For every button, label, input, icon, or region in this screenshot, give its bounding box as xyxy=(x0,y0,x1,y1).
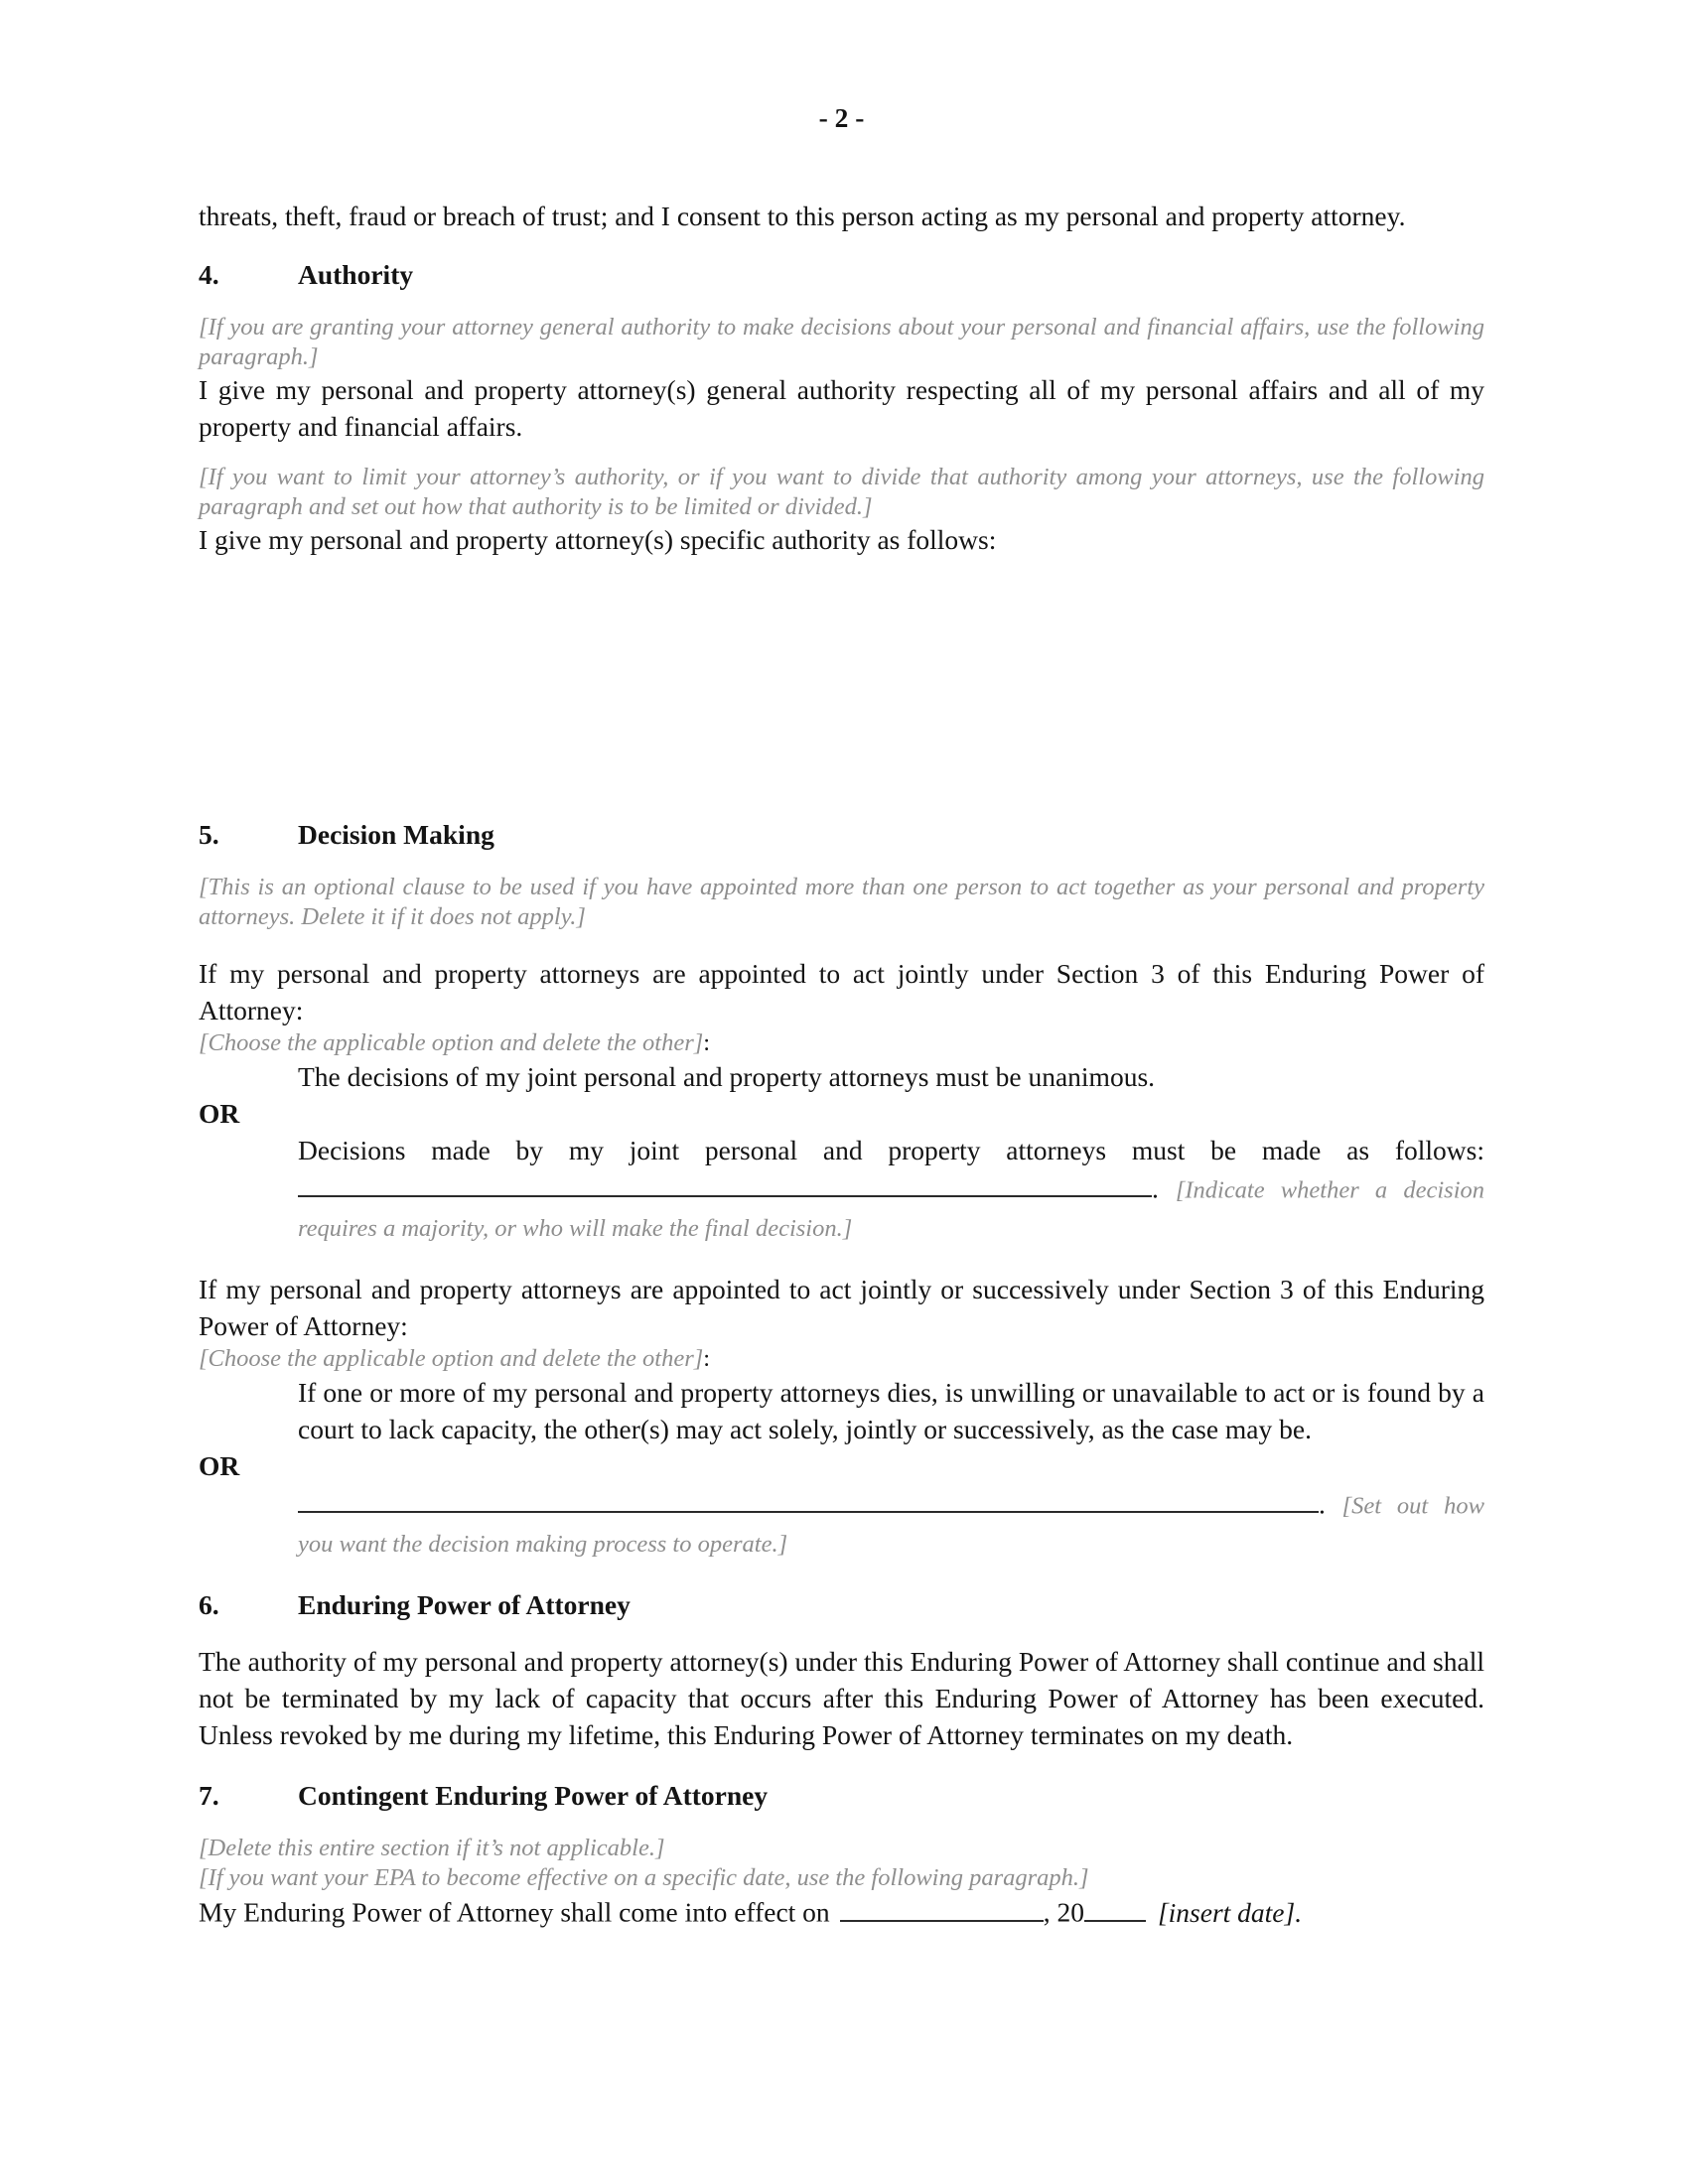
drafting-note: [Delete this entire section if it’s not applicable.] xyxy=(199,1835,665,1861)
option-decision-process: . [Set out how you want the decision making process to operate.] xyxy=(298,1484,1484,1564)
section-number: 6. xyxy=(199,1589,219,1620)
section-title: Decision Making xyxy=(298,819,494,850)
section-number: 7. xyxy=(199,1780,219,1811)
fill-in-line xyxy=(298,1168,1152,1198)
specific-authority-paragraph: I give my personal and property attorney(s) specific authority as follows: xyxy=(199,524,997,555)
or-label: OR xyxy=(199,1097,240,1129)
fill-in-date-line xyxy=(840,1892,1044,1922)
drafting-note: [If you are granting your attorney general authority to make decisions about your personal and financial affairs, use the following paragraph.] xyxy=(199,314,1484,370)
section-title: Authority xyxy=(298,259,414,290)
option-unanimous: The decisions of my joint personal and property attorneys must be unanimous. xyxy=(298,1060,1156,1092)
general-authority-paragraph: I give my personal and property attorney(s) general authority respecting all of my personal affairs and all of my property and financial affairs. xyxy=(199,374,1484,442)
choose-option-note: [Choose the applicable option and delete the other]: xyxy=(199,1345,711,1372)
choose-option-note: [Choose the applicable option and delete the other]: xyxy=(199,1029,711,1056)
blank-writing-space xyxy=(199,558,1484,794)
drafting-note: [If you want your EPA to become effective on a specific date, use the following paragraph.] xyxy=(199,1863,1089,1891)
option-act-solely: If one or more of my personal and property attorneys dies, is unwilling or unavailable to act or is found by a court to lack capacity, the other(s) may act solely, jointly or successively, as the case may be. xyxy=(298,1376,1484,1444)
section-heading-contingent-poa xyxy=(199,1777,1484,1814)
page-number: - 2 - xyxy=(818,102,865,133)
section-number: 5. xyxy=(199,819,219,850)
jointly-intro-paragraph: If my personal and property attorneys are appointed to act jointly under Section 3 of this Enduring Power of Attorney: xyxy=(199,958,1484,1025)
drafting-note: [If you want to limit your attorney’s authority, or if you want to divide that authority among your attorneys, use the following paragraph and set out how that authority is to be limited or divided.] xyxy=(199,464,1484,520)
note-colon: : xyxy=(703,1345,711,1372)
fill-in-year-line xyxy=(1084,1892,1146,1922)
drafting-note-inline: [Indicate whether a decision requires a majority, or who will make the final decision.] xyxy=(298,1176,1484,1242)
section-heading-enduring-poa xyxy=(199,1586,1484,1623)
fill-in-line xyxy=(298,1484,1319,1514)
section-number: 4. xyxy=(199,259,219,290)
intro-paragraph: threats, theft, fraud or breach of trust; and I consent to this person acting as my personal and property attorney. xyxy=(199,201,1406,231)
option-decisions-as-follows: Decisions made by my joint personal and property attorneys must be made as follows: . [Indicate whether a decision requires a majority, or who will make the final decision.] xyxy=(298,1134,1484,1242)
enduring-poa-paragraph: The authority of my personal and property attorney(s) under this Enduring Power of Attorney shall continue and shall not be terminated by my lack of capacity that occurs after this Enduring Power of Attorney has been executed. Unless revoked by me during my lifetime, this Enduring Power of Attorney terminates on my death. xyxy=(199,1646,1484,1750)
section-title: Contingent Enduring Power of Attorney xyxy=(298,1780,769,1811)
section-heading-authority xyxy=(199,256,1484,293)
drafting-note-inline: [Set out how you want the decision making process to operate.] xyxy=(298,1492,1484,1558)
section-title: Enduring Power of Attorney xyxy=(298,1589,631,1620)
note-colon: : xyxy=(703,1029,711,1056)
effective-date-paragraph: My Enduring Power of Attorney shall come into effect on , 20 [insert date]. xyxy=(199,1892,1484,1931)
or-label: OR xyxy=(199,1449,240,1481)
insert-date-note: [insert date]. xyxy=(1157,1896,1303,1928)
section-heading-decision-making xyxy=(199,816,1484,853)
successively-intro-paragraph: If my personal and property attorneys are appointed to act jointly or successively under Section 3 of this Enduring Power of Attorney: xyxy=(199,1274,1484,1341)
drafting-note: [This is an optional clause to be used if you have appointed more than one person to act together as your personal and property attorneys. Delete it if it does not apply.] xyxy=(199,874,1484,930)
